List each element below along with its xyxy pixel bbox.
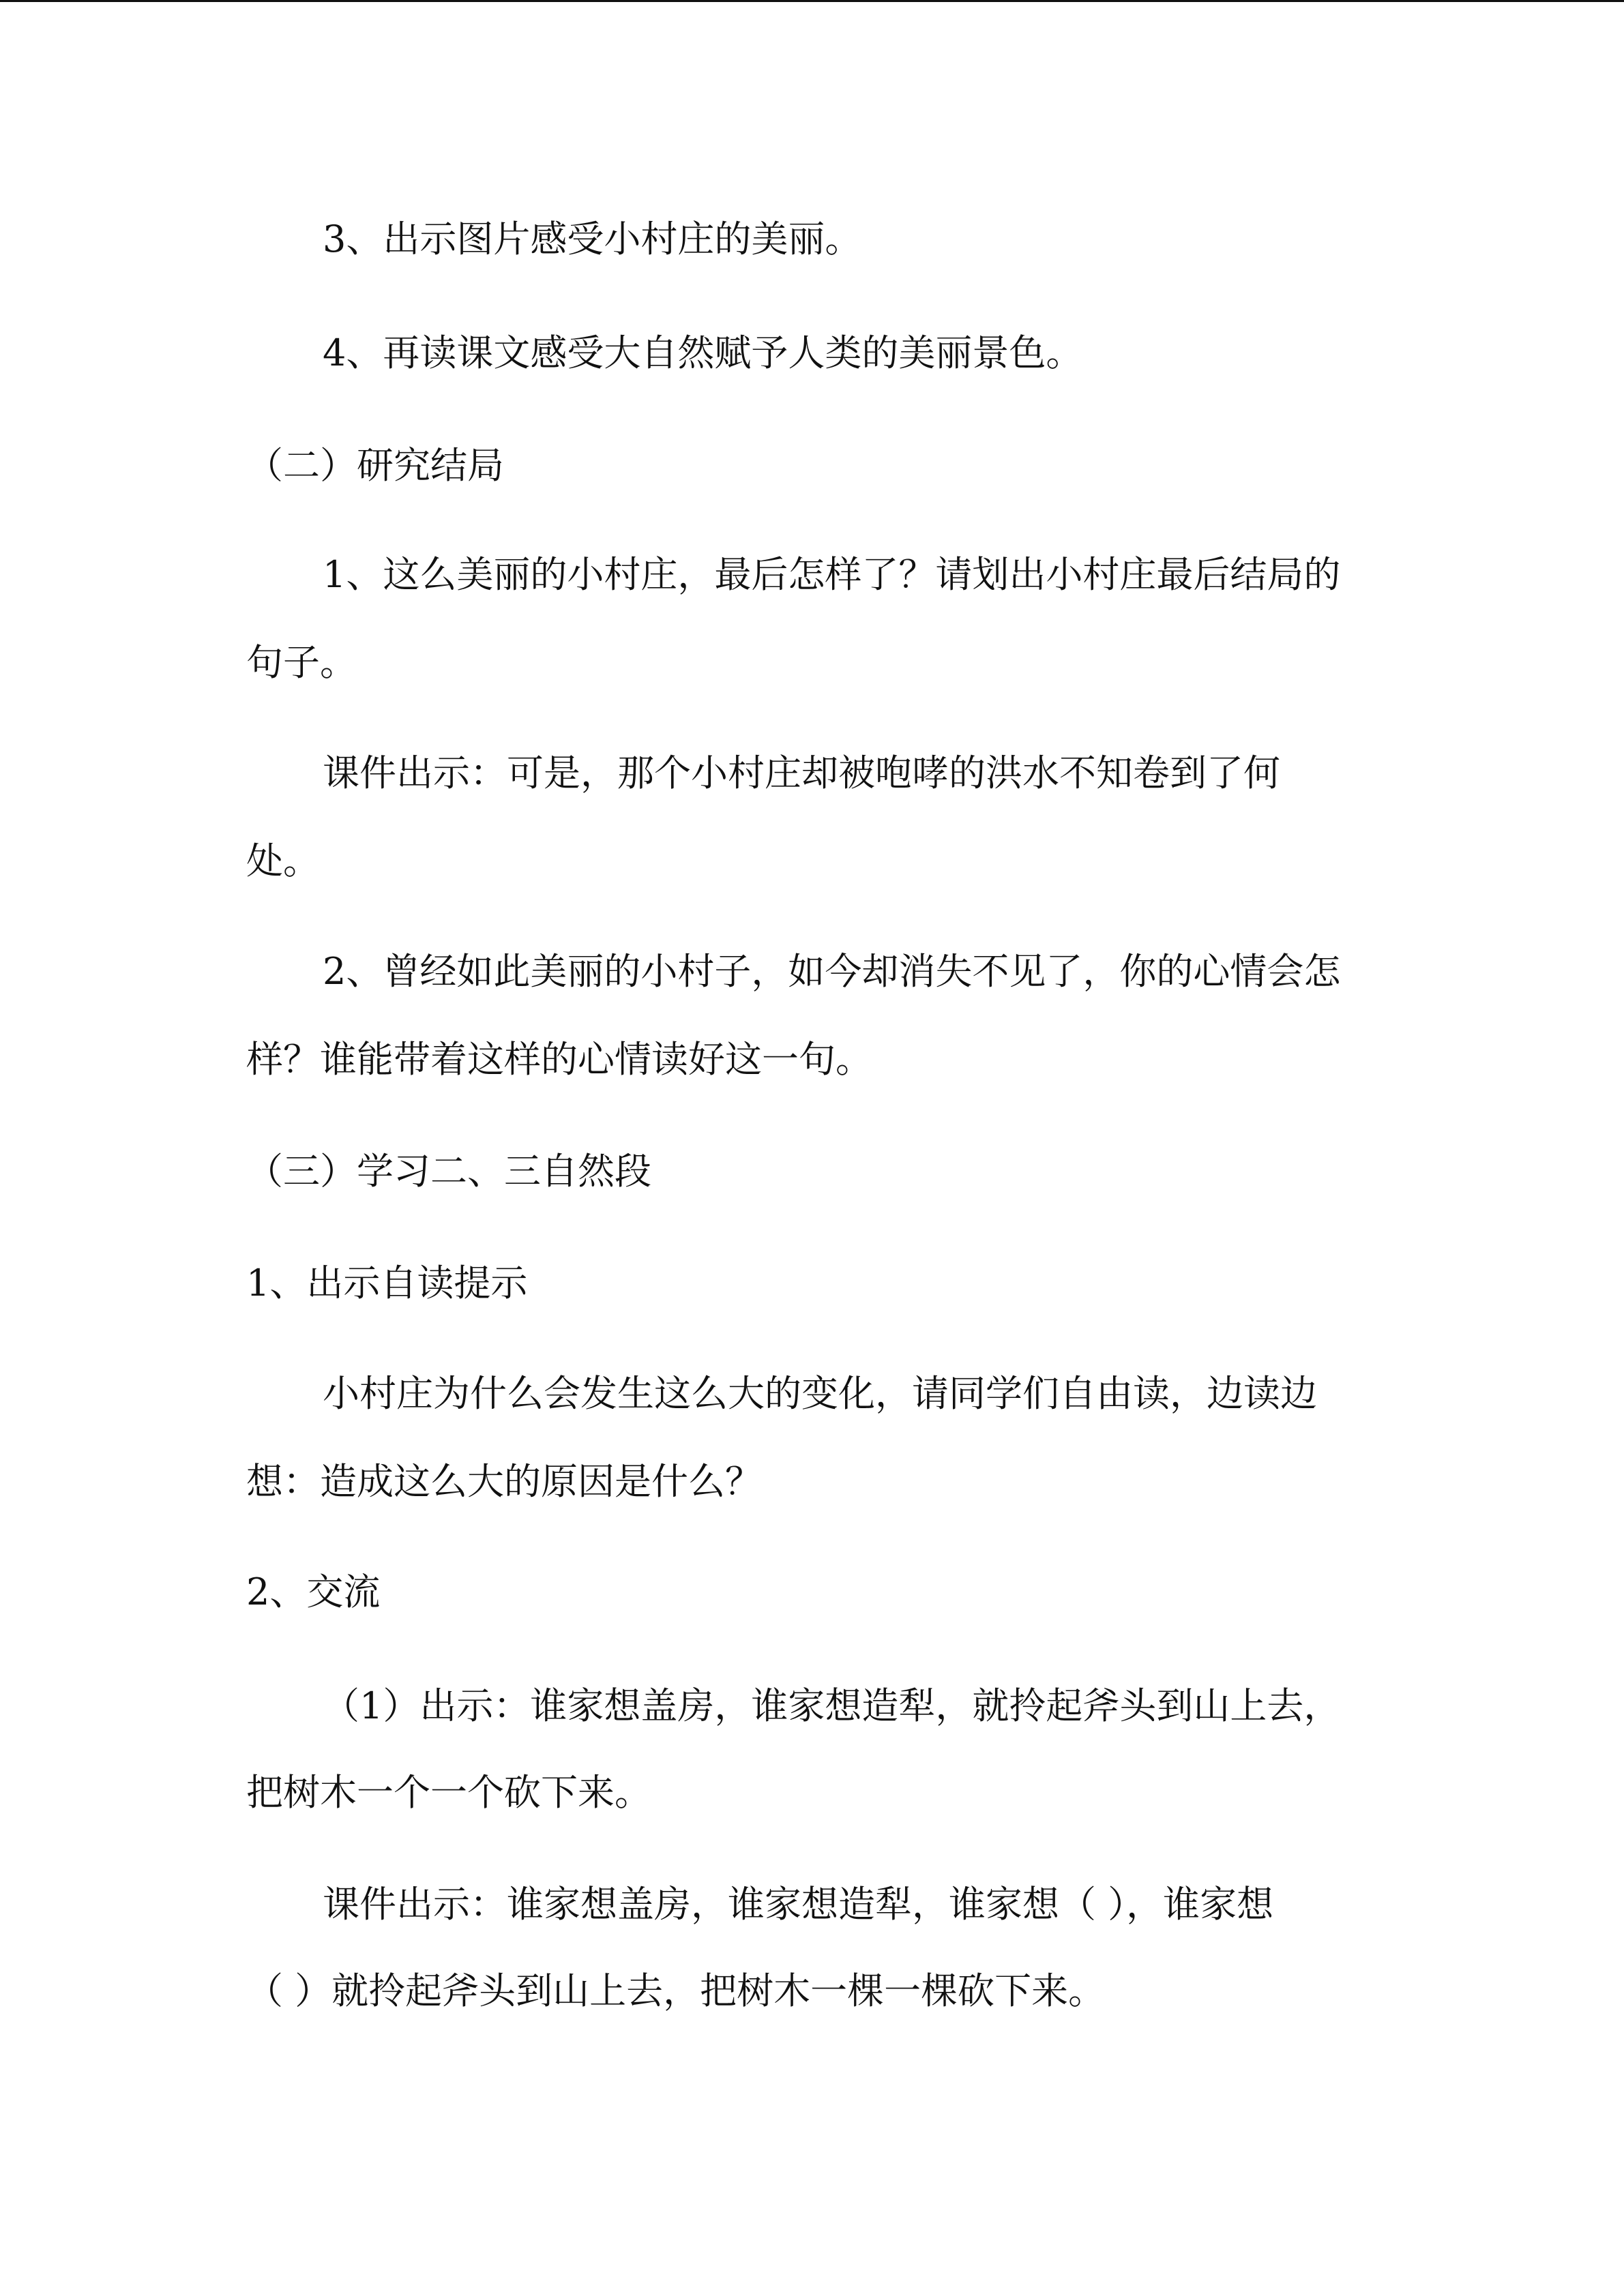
paragraph-line: （ ）就拎起斧头到山上去，把树木一棵一棵砍下来。 — [246, 1969, 1106, 2012]
paragraph-line: 1、这么美丽的小村庄，最后怎样了？请划出小村庄最后结局的 — [323, 553, 1341, 596]
subsection-heading: 1、出示自读提示 — [246, 1262, 528, 1304]
paragraph-line: 2、曾经如此美丽的小村子，如今却消失不见了，你的心情会怎 — [323, 950, 1341, 993]
paragraph-line: 样？谁能带着这样的心情读好这一句。 — [246, 1038, 872, 1081]
paragraph-line: 想：造成这么大的原因是什么？ — [246, 1460, 762, 1503]
paragraph-line: 处。 — [246, 839, 320, 882]
paragraph-line: 4、再读课文感受大自然赋予人类的美丽景色。 — [323, 331, 1083, 374]
paragraph-line: 句子。 — [246, 641, 357, 684]
paragraph-line: （1）出示：谁家想盖房，谁家想造犁，就拎起斧头到山上去， — [323, 1684, 1341, 1727]
paragraph-line: 课件出示：谁家想盖房，谁家想造犁，谁家想（ ），谁家想 — [323, 1883, 1274, 1926]
paragraph-line: 3、出示图片感受小村庄的美丽。 — [323, 218, 862, 260]
paragraph-line: 把树木一个一个砍下来。 — [246, 1771, 651, 1814]
section-heading: （二）研究结局 — [246, 444, 504, 487]
paragraph-line: 小村庄为什么会发生这么大的变化，请同学们自由读，边读边 — [323, 1372, 1317, 1415]
paragraph-line: 课件出示：可是，那个小村庄却被咆哮的洪水不知卷到了何 — [323, 751, 1280, 794]
section-heading: （三）学习二、三自然段 — [246, 1150, 651, 1193]
subsection-heading: 2、交流 — [246, 1570, 381, 1613]
